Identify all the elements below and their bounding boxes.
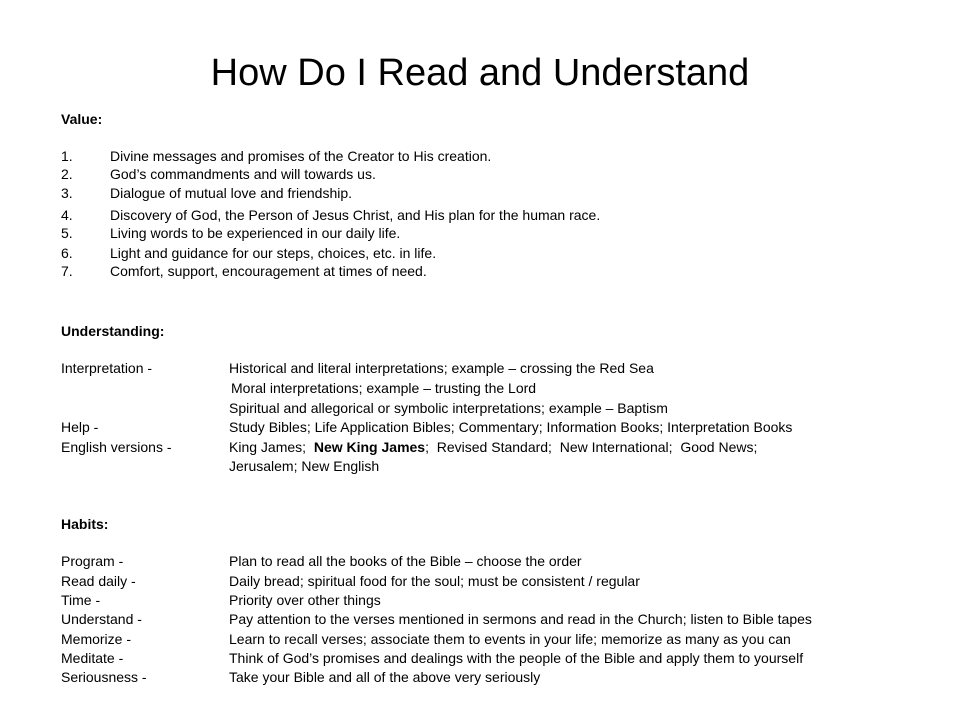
list-item-text: Dialogue of mutual love and friendship. — [110, 185, 353, 201]
english-versions-text-line2: Jerusalem; New English — [229, 458, 380, 474]
english-versions-text — [229, 438, 757, 456]
habit-term: Time - — [61, 592, 101, 608]
slide-title: How Do I Read and Understand — [210, 52, 750, 94]
interpretation-line: Moral interpretations; example – trusting the Lord — [231, 380, 537, 396]
list-item-text: Divine messages and promises of the Creator to His creation. — [110, 148, 492, 164]
habit-term: Meditate - — [61, 650, 124, 666]
habit-text: Pay attention to the verses mentioned in sermons and read in the Church; listen to Bible tapes — [229, 611, 812, 627]
habits-heading: Habits: — [61, 516, 109, 532]
habit-term: Seriousness - — [61, 669, 147, 685]
english-versions-highlight: New King James — [313, 439, 426, 455]
habit-term: Read daily - — [61, 573, 136, 589]
value-heading: Value: — [61, 111, 103, 127]
list-item-text: God’s commandments and will towards us. — [110, 166, 376, 182]
habit-text: Learn to recall verses; associate them to events in your life; memorize as many as you can — [229, 631, 791, 647]
english-versions-part: ; Revised Standard; New International; Good News; — [425, 439, 758, 455]
list-item-text: Comfort, support, encouragement at times of need. — [110, 263, 427, 279]
list-item-number: 1. — [61, 148, 73, 164]
help-term: Help - — [61, 419, 99, 435]
habit-term: Memorize - — [61, 631, 132, 647]
habit-text: Priority over other things — [229, 592, 381, 608]
list-item-text: Living words to be experienced in our daily life. — [110, 225, 401, 241]
habit-text: Think of God’s promises and dealings with the people of the Bible and apply them to yourself — [229, 650, 804, 666]
interpretation-line: Historical and literal interpretations; example – crossing the Red Sea — [229, 360, 654, 376]
habit-term: Program - — [61, 553, 124, 569]
list-item-text: Light and guidance for our steps, choices, etc. in life. — [110, 245, 437, 261]
habit-text: Take your Bible and all of the above very seriously — [229, 669, 541, 685]
list-item-number: 4. — [61, 207, 73, 223]
habit-text: Daily bread; spiritual food for the soul; must be consistent / regular — [229, 573, 640, 589]
interpretation-term: Interpretation - — [61, 360, 153, 376]
habit-text: Plan to read all the books of the Bible – choose the order — [229, 553, 582, 569]
list-item-number: 7. — [61, 263, 73, 279]
help-text: Study Bibles; Life Application Bibles; Commentary; Information Books; Interpretation Books — [229, 419, 793, 435]
interpretation-line: Spiritual and allegorical or symbolic interpretations; example – Baptism — [229, 400, 668, 416]
list-item-number: 5. — [61, 225, 73, 241]
list-item-number: 2. — [61, 166, 73, 182]
english-versions-part: King James; — [229, 439, 314, 455]
habit-term: Understand - — [61, 611, 142, 627]
list-item-number: 3. — [61, 185, 73, 201]
list-item-text: Discovery of God, the Person of Jesus Christ, and His plan for the human race. — [110, 207, 601, 223]
list-item-number: 6. — [61, 245, 73, 261]
understanding-heading: Understanding: — [61, 323, 165, 339]
english-versions-term: English versions - — [61, 439, 172, 455]
